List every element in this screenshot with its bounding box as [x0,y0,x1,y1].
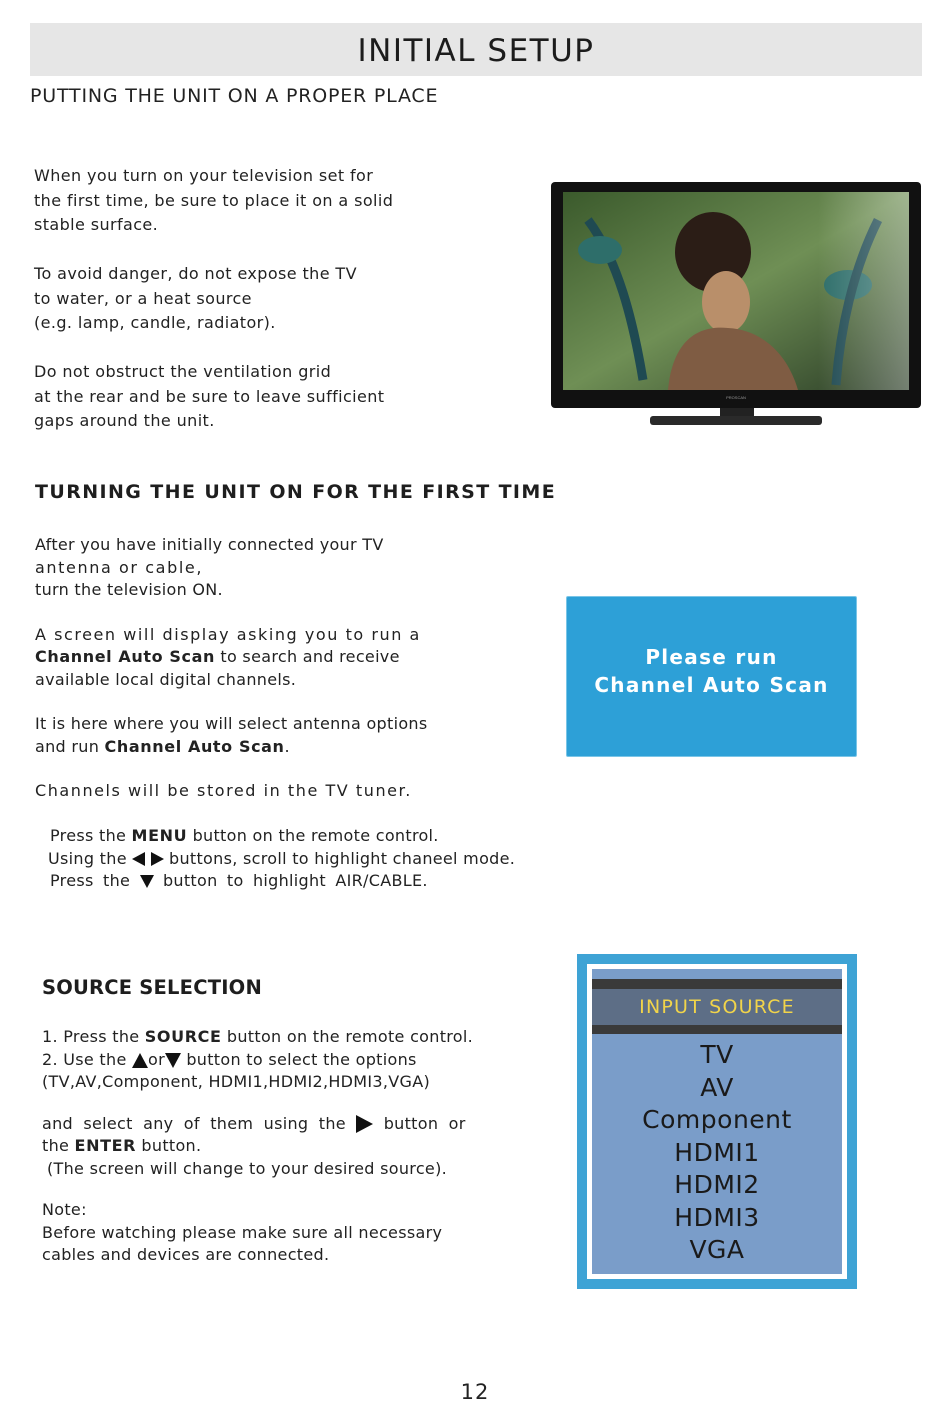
text-line: Before watching please make sure all necessary [42,1222,443,1242]
bold-term: SOURCE [144,1027,222,1046]
menu-item-hdmi1[interactable]: HDMI1 [674,1137,760,1167]
text-span: 1. Press the [42,1027,145,1046]
text-span: to search and receive [215,647,400,666]
text-line: (e.g. lamp, candle, radiator). [34,313,276,332]
text-line: at the rear and be sure to leave sufficient [34,386,385,406]
section-subtitle: PUTTING THE UNIT ON A PROPER PLACE [30,85,439,107]
text-line: the first time, be sure to place it on a solid [34,190,394,210]
text-span: . [284,736,290,756]
text-span: and run [35,736,105,756]
text-line: available local digital channels. [35,669,297,689]
down-arrow-icon [140,875,154,888]
tv-brand-label: PROSCAN [726,395,746,400]
text-line [42,1113,473,1136]
text-line: antenna or cable, [35,557,204,577]
title-banner [30,23,922,76]
menu-item-component[interactable]: Component [642,1105,792,1134]
turning-on-text [35,534,428,803]
text-line [48,870,515,893]
text-span: button to highlight AIR/CABLE. [162,871,428,890]
down-arrow-icon [165,1053,181,1068]
text-span: buttons, scroll to highlight chaneel mode. [163,848,516,868]
tv-illustration [548,180,926,442]
text-line [35,736,428,759]
text-span: or [147,1049,165,1069]
text-span: and select any of them using the [42,1113,357,1133]
text-line: Channels will be stored in the TV tuner. [35,781,412,800]
text-line [35,646,428,669]
text-line: It is here where you will select antenna options [35,714,428,733]
right-arrow-icon [356,1115,373,1133]
text-line: Note: [42,1200,87,1219]
text-line: Please run [645,645,778,669]
text-span: 2. Use the [42,1049,132,1069]
text-span: button on the remote control. [187,826,439,845]
right-arrow-icon [151,852,164,866]
text-line [42,1049,473,1072]
source-instructions [42,1026,473,1267]
text-line: (The screen will change to your desired source). [47,1158,448,1178]
auto-scan-prompt [566,596,857,757]
text-span: button. [136,1136,202,1155]
text-line: Channel Auto Scan [594,673,829,697]
text-line: stable surface. [34,215,159,234]
bold-term: Channel Auto Scan [104,736,285,756]
turning-on-heading: TURNING THE UNIT ON FOR THE FIRST TIME [35,481,557,503]
text-line: When you turn on your television set for [34,166,374,185]
text-span: Press the [50,826,132,845]
text-line [42,1026,473,1049]
text-line [42,1135,473,1158]
menu-item-hdmi2[interactable]: HDMI2 [674,1170,760,1199]
auto-scan-message [567,643,856,699]
text-line: (TV,AV,Component, HDMI1,HDMI2,HDMI3,VGA) [42,1072,431,1091]
page-number: 12 [460,1380,490,1404]
input-source-menu [577,954,857,1289]
bold-term: ENTER [74,1136,137,1155]
text-span: button to select the options [180,1049,417,1069]
menu-item-tv[interactable]: TV [700,1040,734,1069]
page-title: INITIAL SETUP [357,33,595,69]
text-line [48,848,515,871]
input-source-list [592,1039,842,1267]
text-line [48,825,515,848]
text-line: To avoid danger, do not expose the TV [34,264,357,283]
menu-instructions [48,825,515,893]
menu-item-hdmi3[interactable]: HDMI3 [674,1202,760,1232]
text-line: A screen will display asking you to run a [35,624,421,644]
text-span: button or [383,1113,466,1133]
text-line: to water, or a heat source [34,288,252,308]
up-arrow-icon [132,1053,148,1068]
placement-text [34,164,393,434]
text-line: After you have initially connected your TV [35,535,384,554]
text-span: button on the remote control. [221,1027,474,1046]
text-line: gaps around the unit. [34,411,215,430]
text-span: Using the [48,848,133,868]
text-span: the [42,1136,75,1155]
text-line: turn the television ON. [35,580,223,599]
bold-term: MENU [131,826,188,845]
menu-item-vga[interactable]: VGA [689,1235,745,1264]
left-arrow-icon [132,852,145,866]
text-line: cables and devices are connected. [42,1245,330,1264]
text-line: Do not obstruct the ventilation grid [34,362,332,381]
text-span: Press the [50,871,140,890]
bold-term: Channel Auto Scan [35,647,215,666]
source-heading: SOURCE SELECTION [42,976,262,999]
menu-item-av[interactable]: AV [700,1072,734,1102]
input-source-title: INPUT SOURCE [592,989,842,1025]
